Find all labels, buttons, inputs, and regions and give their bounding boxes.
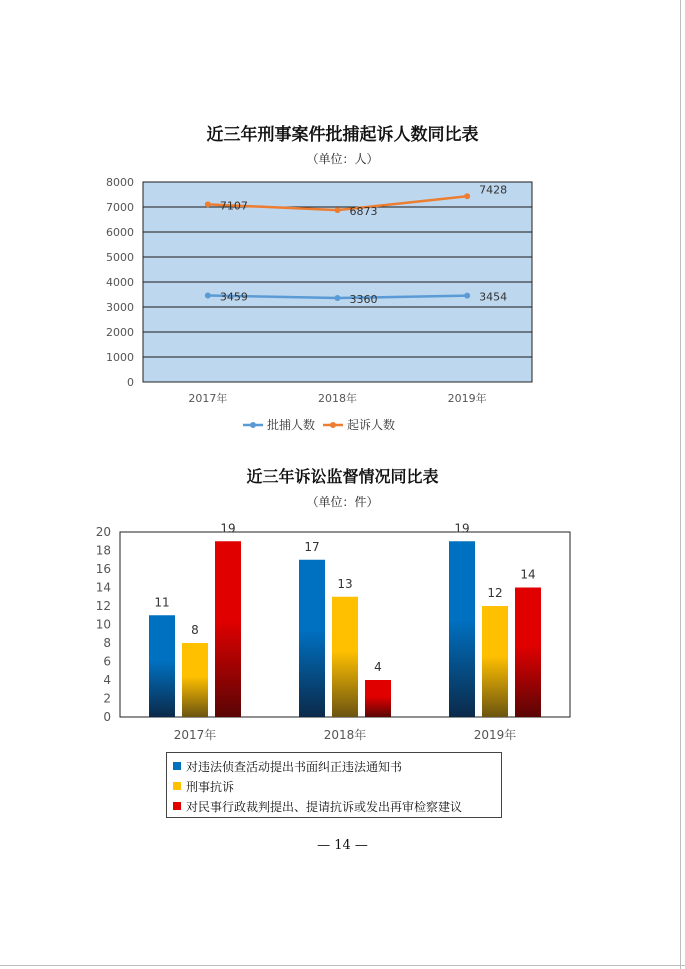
data-label: 3454 xyxy=(479,290,508,304)
y-tick-label: 8000 xyxy=(106,176,134,189)
data-label: 19 xyxy=(454,521,470,536)
bar xyxy=(515,588,541,718)
x-tick-label: 2017年 xyxy=(173,728,217,742)
y-tick-label: 8 xyxy=(103,636,111,650)
bar xyxy=(482,606,508,717)
y-tick-label: 6 xyxy=(103,654,111,669)
x-tick-label: 2018年 xyxy=(318,392,357,405)
legend-label: 对违法侦查活动提出书面纠正违法通知书 xyxy=(186,759,403,774)
bar xyxy=(299,560,325,717)
y-tick-label: 4 xyxy=(103,673,111,687)
data-point xyxy=(335,207,341,213)
chart1-unit: （单位：人） xyxy=(306,152,379,166)
y-tick-label: 2 xyxy=(103,691,111,706)
data-label: 6873 xyxy=(349,205,378,219)
y-tick-label: 20 xyxy=(95,525,111,539)
legend-swatch-red xyxy=(173,802,181,810)
y-tick-label: 18 xyxy=(95,543,111,558)
y-tick-label: 16 xyxy=(95,562,111,576)
chart2-title: 近三年诉讼监督情况同比表 xyxy=(246,467,439,486)
y-tick-label: 4000 xyxy=(106,276,134,289)
legend-marker xyxy=(330,422,336,428)
bar xyxy=(449,541,475,717)
x-tick-label: 2019年 xyxy=(447,392,487,405)
bar xyxy=(149,615,175,717)
y-tick-label: 12 xyxy=(95,599,111,613)
x-tick-label: 2018年 xyxy=(323,728,367,742)
y-tick-label: 0 xyxy=(127,376,134,389)
data-label: 14 xyxy=(520,567,536,582)
legend-item xyxy=(173,796,495,816)
legend-label: 批捕人数 xyxy=(267,418,316,432)
data-label: 19 xyxy=(220,521,236,536)
legend-label: 刑事抗诉 xyxy=(186,779,235,794)
legend-swatch-yellow xyxy=(173,782,181,790)
data-point xyxy=(464,193,470,199)
bar xyxy=(365,680,391,717)
bar xyxy=(182,643,208,717)
bar xyxy=(332,597,358,717)
y-tick-label: 6000 xyxy=(106,226,134,239)
legend-label: 对民事行政裁判提出、提请抗诉或发出再审检察建议 xyxy=(186,799,463,814)
y-tick-label: 0 xyxy=(103,710,111,724)
y-tick-label: 5000 xyxy=(106,251,134,264)
data-label: 13 xyxy=(337,576,353,591)
data-point xyxy=(464,293,470,299)
legend-swatch-blue xyxy=(173,762,181,770)
legend-item xyxy=(173,756,495,776)
page-number: — 14 — xyxy=(317,838,368,853)
data-label: 7107 xyxy=(219,199,248,213)
data-label: 4 xyxy=(374,660,382,674)
y-tick-label: 2000 xyxy=(106,326,134,339)
page-border-bottom xyxy=(0,965,685,966)
data-label: 8 xyxy=(191,623,199,637)
data-point xyxy=(205,293,211,299)
x-tick-label: 2019年 xyxy=(473,728,517,742)
data-label: 17 xyxy=(304,539,320,554)
data-label: 3459 xyxy=(219,290,248,304)
line-chart xyxy=(0,170,685,445)
y-tick-label: 1000 xyxy=(106,351,134,364)
y-tick-label: 14 xyxy=(95,580,111,595)
y-tick-label: 7000 xyxy=(106,201,134,214)
legend-label: 起诉人数 xyxy=(347,418,396,432)
bar-chart-legend xyxy=(166,752,502,818)
legend-marker xyxy=(250,422,256,428)
data-point xyxy=(335,295,341,301)
data-label: 12 xyxy=(487,586,503,600)
data-label: 7428 xyxy=(479,183,508,197)
x-tick-label: 2017年 xyxy=(188,392,228,405)
data-point xyxy=(205,201,211,207)
data-label: 11 xyxy=(154,595,170,610)
chart1-title: 近三年刑事案件批捕起诉人数同比表 xyxy=(206,125,479,145)
bar xyxy=(215,541,241,717)
data-label: 3360 xyxy=(349,293,378,306)
legend-item xyxy=(173,776,495,796)
y-tick-label: 10 xyxy=(95,617,111,632)
chart2-unit: （单位：件） xyxy=(306,495,379,509)
bar-chart xyxy=(0,515,685,750)
y-tick-label: 3000 xyxy=(106,301,134,314)
